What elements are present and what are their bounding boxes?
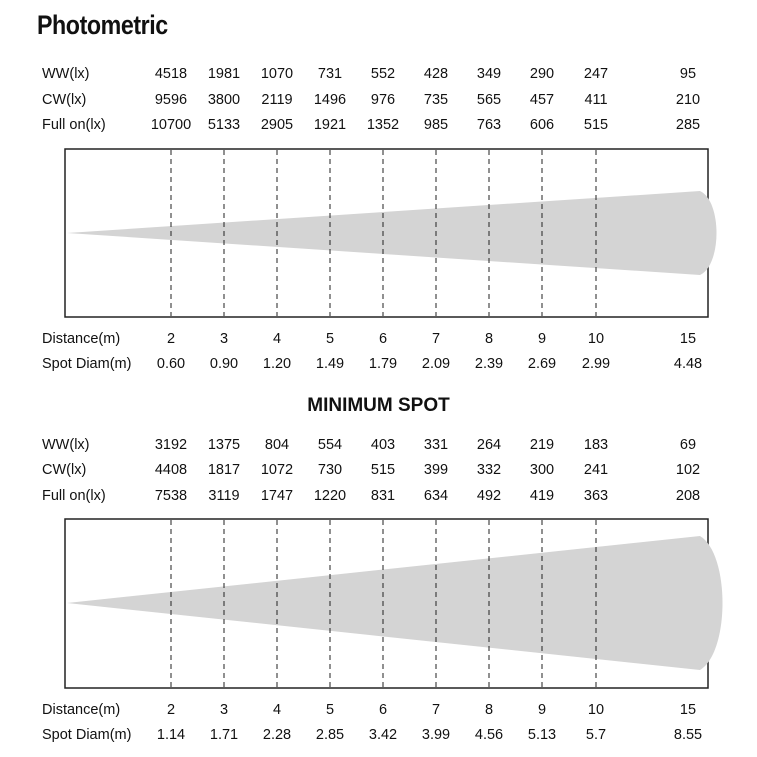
data-cell: 69 — [679, 437, 697, 453]
distance-cell: 15 — [679, 702, 697, 718]
diameter-cell: 2.99 — [581, 356, 611, 372]
distance-row — [0, 702, 757, 724]
data-cell: 428 — [423, 66, 449, 82]
distance-cell: 4 — [272, 331, 282, 347]
data-cell: 492 — [476, 488, 502, 504]
diameter-cell: 2.69 — [527, 356, 557, 372]
row-label: Spot Diam(m) — [42, 356, 132, 372]
row-label: Distance(m) — [42, 702, 121, 718]
data-cell: 241 — [583, 462, 609, 478]
diameter-cell: 5.7 — [585, 727, 607, 743]
diameter-cell: 1.20 — [262, 356, 292, 372]
data-cell: 102 — [675, 462, 701, 478]
data-cell: 9596 — [154, 92, 188, 108]
data-cell: 1981 — [207, 66, 241, 82]
distance-cell: 2 — [166, 702, 176, 718]
diameter-cell: 2.85 — [315, 727, 345, 743]
row-label: WW(lx) — [42, 66, 90, 82]
row-label: CW(lx) — [42, 92, 87, 108]
row-label: WW(lx) — [42, 437, 90, 453]
data-cell: 552 — [370, 66, 396, 82]
data-cell: 457 — [529, 92, 555, 108]
distance-cell: 5 — [325, 331, 335, 347]
distance-cell: 2 — [166, 331, 176, 347]
data-cell: 1220 — [313, 488, 347, 504]
data-cell: 554 — [317, 437, 343, 453]
data-cell: 606 — [529, 117, 555, 133]
distance-cell: 3 — [219, 702, 229, 718]
distance-cell: 10 — [587, 331, 605, 347]
ww-row — [0, 66, 757, 88]
diameter-cell: 3.42 — [368, 727, 398, 743]
distance-cell: 6 — [378, 331, 388, 347]
beam-diagram — [0, 146, 757, 320]
distance-cell: 5 — [325, 702, 335, 718]
data-cell: 1921 — [313, 117, 347, 133]
data-cell: 1747 — [260, 488, 294, 504]
data-cell: 1352 — [366, 117, 400, 133]
data-cell: 363 — [583, 488, 609, 504]
diameter-cell: 1.49 — [315, 356, 345, 372]
data-cell: 4518 — [154, 66, 188, 82]
row-label: Distance(m) — [42, 331, 121, 347]
data-cell: 763 — [476, 117, 502, 133]
data-cell: 1070 — [260, 66, 294, 82]
data-cell: 831 — [370, 488, 396, 504]
diameter-cell: 2.09 — [421, 356, 451, 372]
diameter-cell: 0.90 — [209, 356, 239, 372]
data-cell: 3192 — [154, 437, 188, 453]
data-cell: 730 — [317, 462, 343, 478]
data-cell: 300 — [529, 462, 555, 478]
diameter-cell: 0.60 — [156, 356, 186, 372]
diameter-cell: 1.71 — [209, 727, 239, 743]
row-label: Spot Diam(m) — [42, 727, 132, 743]
beam-cone — [67, 191, 717, 275]
data-cell: 1072 — [260, 462, 294, 478]
ww-row — [0, 437, 757, 459]
distance-cell: 8 — [484, 331, 494, 347]
data-cell: 331 — [423, 437, 449, 453]
data-cell: 285 — [675, 117, 701, 133]
full-on-row — [0, 117, 757, 139]
distance-cell: 8 — [484, 702, 494, 718]
data-cell: 219 — [529, 437, 555, 453]
data-cell: 4408 — [154, 462, 188, 478]
beam-cone — [67, 536, 723, 670]
full-on-row — [0, 488, 757, 510]
data-cell: 3119 — [208, 488, 240, 504]
diameter-cell: 2.39 — [474, 356, 504, 372]
diameter-cell: 5.13 — [527, 727, 557, 743]
diameter-cell: 4.56 — [474, 727, 504, 743]
data-cell: 7538 — [154, 488, 188, 504]
spot-diameter-row — [0, 356, 757, 378]
distance-cell: 10 — [587, 702, 605, 718]
data-cell: 804 — [264, 437, 290, 453]
data-cell: 731 — [317, 66, 343, 82]
distance-cell: 6 — [378, 702, 388, 718]
data-cell: 2905 — [260, 117, 294, 133]
data-cell: 3800 — [207, 92, 241, 108]
data-cell: 399 — [423, 462, 449, 478]
diameter-cell: 3.99 — [421, 727, 451, 743]
distance-cell: 7 — [431, 702, 441, 718]
data-cell: 95 — [679, 66, 697, 82]
row-label: Full on(lx) — [42, 488, 106, 504]
page-title: Photometric — [37, 10, 168, 40]
data-cell: 5133 — [207, 117, 241, 133]
data-cell: 515 — [583, 117, 609, 133]
data-cell: 515 — [370, 462, 396, 478]
data-cell: 411 — [584, 92, 608, 108]
row-label: CW(lx) — [42, 462, 87, 478]
distance-cell: 3 — [219, 331, 229, 347]
diameter-cell: 2.28 — [262, 727, 292, 743]
cw-row — [0, 462, 757, 484]
diameter-cell: 1.79 — [368, 356, 398, 372]
distance-cell: 4 — [272, 702, 282, 718]
data-cell: 208 — [675, 488, 701, 504]
data-cell: 247 — [583, 66, 609, 82]
data-cell: 290 — [529, 66, 555, 82]
distance-cell: 7 — [431, 331, 441, 347]
data-cell: 403 — [370, 437, 396, 453]
data-cell: 634 — [423, 488, 449, 504]
section-title: MINIMUM SPOT — [307, 395, 450, 416]
beam-diagram — [0, 516, 757, 691]
diameter-cell: 4.48 — [673, 356, 703, 372]
data-cell: 183 — [583, 437, 609, 453]
cw-row — [0, 92, 757, 114]
data-cell: 985 — [423, 117, 449, 133]
data-cell: 419 — [529, 488, 555, 504]
row-label: Full on(lx) — [42, 117, 106, 133]
distance-cell: 9 — [537, 331, 547, 347]
distance-cell: 15 — [679, 331, 697, 347]
data-cell: 976 — [370, 92, 396, 108]
data-cell: 264 — [476, 437, 502, 453]
data-cell: 10700 — [150, 117, 192, 133]
data-cell: 349 — [476, 66, 502, 82]
diameter-cell: 8.55 — [673, 727, 703, 743]
data-cell: 2119 — [261, 92, 293, 108]
data-cell: 332 — [476, 462, 502, 478]
data-cell: 210 — [675, 92, 701, 108]
diameter-cell: 1.14 — [156, 727, 186, 743]
data-cell: 1375 — [207, 437, 241, 453]
data-cell: 1496 — [313, 92, 347, 108]
distance-cell: 9 — [537, 702, 547, 718]
data-cell: 735 — [423, 92, 449, 108]
data-cell: 1817 — [207, 462, 241, 478]
data-cell: 565 — [476, 92, 502, 108]
distance-row — [0, 331, 757, 353]
spot-diameter-row — [0, 727, 757, 749]
